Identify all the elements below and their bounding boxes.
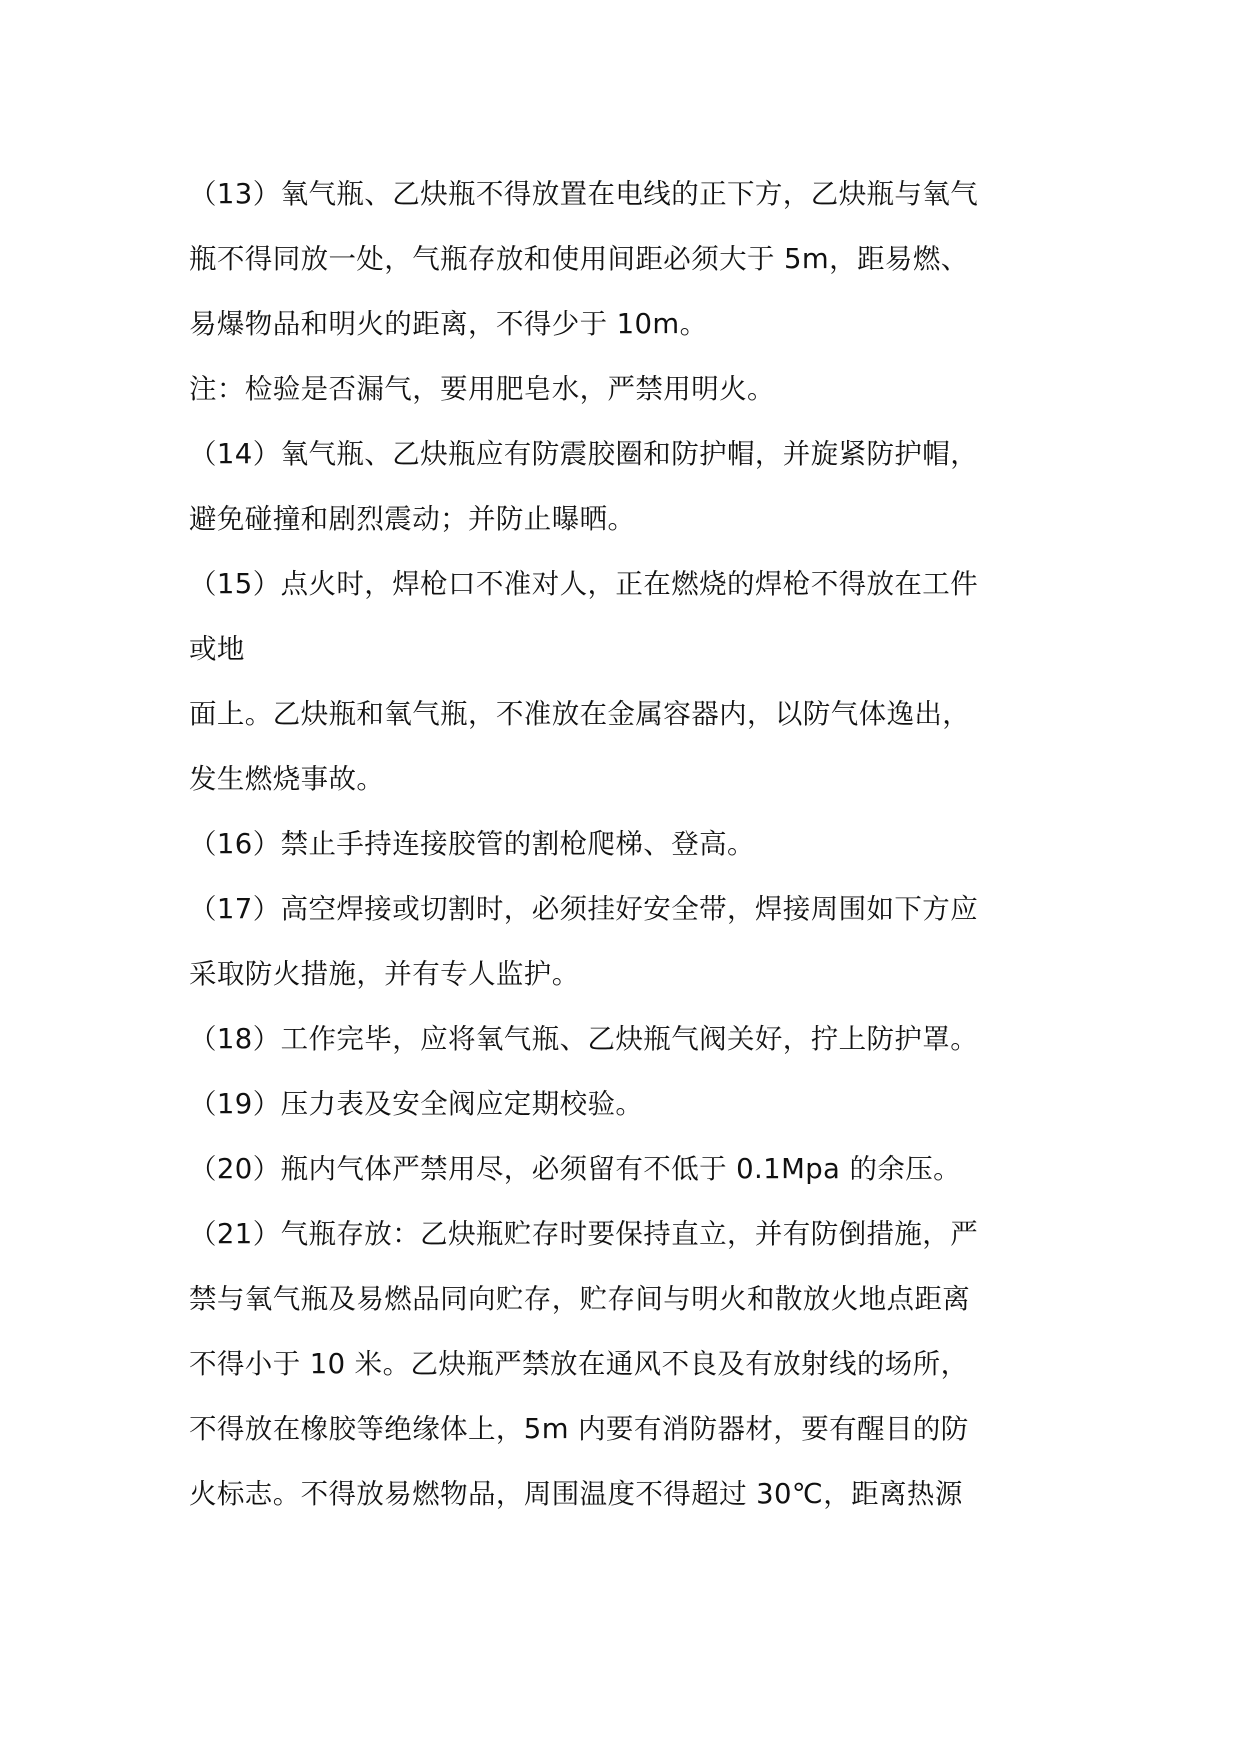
text-line: （17）高空焊接或切割时，必须挂好安全带，焊接周围如下方应 (189, 893, 979, 925)
text-line: （18）工作完毕，应将氧气瓶、乙炔瓶气阀关好，拧上防护罩。 (189, 1023, 979, 1055)
text-line: 避免碰撞和剧烈震动；并防止曝晒。 (189, 503, 636, 535)
text-line: （21）气瓶存放：乙炔瓶贮存时要保持直立，并有防倒措施，严 (189, 1218, 979, 1250)
text-line: 易爆物品和明火的距离，不得少于 10m。 (189, 308, 708, 340)
text-line: 瓶不得同放一处，气瓶存放和使用间距必须大于 5m，距易燃、 (189, 243, 969, 275)
text-line: （13）氧气瓶、乙炔瓶不得放置在电线的正下方，乙炔瓶与氧气 (189, 178, 979, 210)
text-line: 或地 (189, 633, 245, 665)
text-line: 火标志。不得放易燃物品，周围温度不得超过 30℃，距离热源 (189, 1478, 963, 1510)
text-line: 发生燃烧事故。 (189, 763, 385, 795)
text-line: 面上。乙炔瓶和氧气瓶，不准放在金属容器内，以防气体逸出， (189, 698, 971, 730)
text-line: 采取防火措施，并有专人监护。 (189, 958, 580, 990)
text-line: （16）禁止手持连接胶管的割枪爬梯、登高。 (189, 828, 755, 860)
text-line: （14）氧气瓶、乙炔瓶应有防震胶圈和防护帽，并旋紧防护帽， (189, 438, 979, 470)
text-line: （20）瓶内气体严禁用尽，必须留有不低于 0.1Mpa 的余压。 (189, 1153, 962, 1185)
text-line: （15）点火时，焊枪口不准对人，正在燃烧的焊枪不得放在工件 (189, 568, 979, 600)
text-line: 禁与氧气瓶及易燃品同向贮存，贮存间与明火和散放火地点距离 (189, 1283, 971, 1315)
text-line: 不得放在橡胶等绝缘体上，5m 内要有消防器材，要有醒目的防 (189, 1413, 969, 1445)
text-line: 不得小于 10 米。乙炔瓶严禁放在通风不良及有放射线的场所， (189, 1348, 969, 1380)
text-line: 注：检验是否漏气，要用肥皂水，严禁用明火。 (189, 373, 775, 405)
text-line: （19）压力表及安全阀应定期校验。 (189, 1088, 644, 1120)
